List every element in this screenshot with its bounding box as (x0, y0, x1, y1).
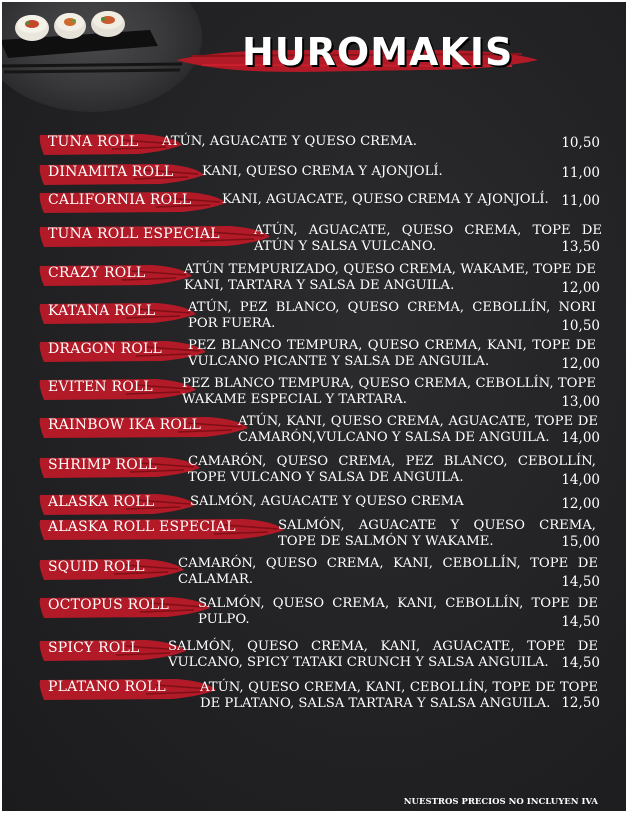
item-name-banner (38, 454, 202, 480)
item-name: TUNA ROLL (48, 134, 139, 150)
item-name: TUNA ROLL ESPECIAL (48, 226, 220, 242)
item-name-banner (38, 338, 208, 364)
item-description: SALMÓN, AGUACATE Y QUESO CREMA (190, 494, 464, 509)
item-name: RAINBOW IKA ROLL (48, 417, 202, 433)
item-price: 15,00 (561, 534, 600, 550)
item-description: ATÚN, QUESO CREMA, KANI, CEBOLLÍN, TOPE DE TOPE DE PLATANO, SALSA TARTARA Y SALSA ANGUILA. (200, 680, 598, 711)
item-price: 14,50 (561, 655, 600, 671)
item-description: ATÚN, KANI, QUESO CREMA, AGUACATE, TOPE DE CAMARÓN,VULCANO Y SALSA DE ANGUILA. (238, 414, 598, 445)
page-title: HUROMAKIS (242, 30, 514, 74)
item-name: DRAGON ROLL (48, 341, 163, 357)
item-price: 12,00 (561, 496, 600, 512)
item-name-banner (38, 300, 198, 326)
item-name: CALIFORNIA ROLL (48, 192, 192, 208)
item-name-banner (38, 556, 186, 582)
item-name-banner (38, 516, 286, 542)
item-price: 12,00 (561, 280, 600, 296)
item-description: CAMARÓN, QUESO CREMA, KANI, CEBOLLÍN, TOPE DE CALAMAR. (178, 556, 598, 587)
item-name: ALASKA ROLL (48, 494, 155, 510)
item-price: 12,00 (561, 356, 600, 372)
item-description: ATÚN, AGUACATE, QUESO CREMA, TOPE DE ATÚN Y SALSA VULCANO. (254, 223, 602, 254)
item-price: 13,50 (561, 239, 600, 255)
item-description: ATÚN, PEZ BLANCO, QUESO CREMA, CEBOLLÍN, NORI POR FUERA. (188, 300, 596, 331)
item-price: 14,00 (561, 430, 600, 446)
item-name: DINAMITA ROLL (48, 164, 174, 180)
item-name: SQUID ROLL (48, 559, 145, 575)
item-name-banner (38, 414, 250, 440)
item-name-banner (38, 189, 228, 215)
item-price: 14,50 (561, 614, 600, 630)
item-name-banner (38, 491, 198, 517)
item-description: CAMARÓN, QUESO CREMA, PEZ BLANCO, CEBOLLÍN, TOPE VULCANO Y SALSA DE ANGUILA. (188, 454, 596, 485)
item-description: ATÚN TEMPURIZADO, QUESO CREMA, WAKAME, TOPE DE KANI, TARTARA Y SALSA DE ANGUILA. (184, 262, 596, 293)
item-name: KATANA ROLL (48, 303, 156, 319)
item-price: 12,50 (561, 695, 600, 711)
item-price: 10,50 (561, 135, 600, 151)
item-name-banner (38, 376, 198, 402)
item-name-banner (38, 161, 206, 187)
item-price: 11,00 (561, 165, 600, 181)
item-name-banner (38, 223, 272, 249)
item-name: SHRIMP ROLL (48, 457, 157, 473)
item-name: OCTOPUS ROLL (48, 597, 170, 613)
item-description: SALMÓN, QUESO CREMA, KANI, CEBOLLÍN, TOPE DE PULPO. (198, 596, 598, 627)
title-banner (172, 24, 542, 86)
item-name: PLATANO ROLL (48, 679, 166, 695)
item-description: KANI, QUESO CREMA Y AJONJOLÍ. (202, 164, 443, 179)
item-name-banner (38, 594, 212, 620)
item-price: 10,50 (561, 318, 600, 334)
tax-footnote: NUESTROS PRECIOS NO INCLUYEN IVA (403, 797, 598, 807)
item-description: SALMÓN, QUESO CREMA, KANI, AGUACATE, TOPE DE VULCANO, SPICY TATAKI CRUNCH Y SALSA ANGUILA. (168, 639, 598, 670)
item-description: PEZ BLANCO TEMPURA, QUESO CREMA, KANI, TOPE DE VULCANO PICANTE Y SALSA DE ANGUILA. (188, 338, 596, 369)
item-name-banner (38, 676, 218, 702)
item-description: SALMÓN, AGUACATE Y QUESO CREMA, TOPE DE SALMÓN Y WAKAME. (278, 518, 596, 549)
item-price: 14,00 (561, 472, 600, 488)
item-name: CRAZY ROLL (48, 265, 146, 281)
item-name: ALASKA ROLL ESPECIAL (48, 519, 236, 535)
item-price: 13,00 (561, 394, 600, 410)
item-description: ATÚN, AGUACATE Y QUESO CREMA. (162, 134, 417, 149)
item-price: 11,00 (561, 193, 600, 209)
item-name-banner (38, 262, 194, 288)
item-name: SPICY ROLL (48, 640, 140, 656)
item-name: EVITEN ROLL (48, 379, 153, 395)
menu-board (2, 2, 626, 811)
item-description: PEZ BLANCO TEMPURA, QUESO CREMA, CEBOLLÍN, TOPE WAKAME ESPECIAL Y TARTARA. (182, 376, 596, 407)
item-name-banner (38, 637, 188, 663)
item-price: 14,50 (561, 574, 600, 590)
item-description: KANI, AGUACATE, QUESO CREMA Y AJONJOLÍ. (222, 192, 549, 207)
